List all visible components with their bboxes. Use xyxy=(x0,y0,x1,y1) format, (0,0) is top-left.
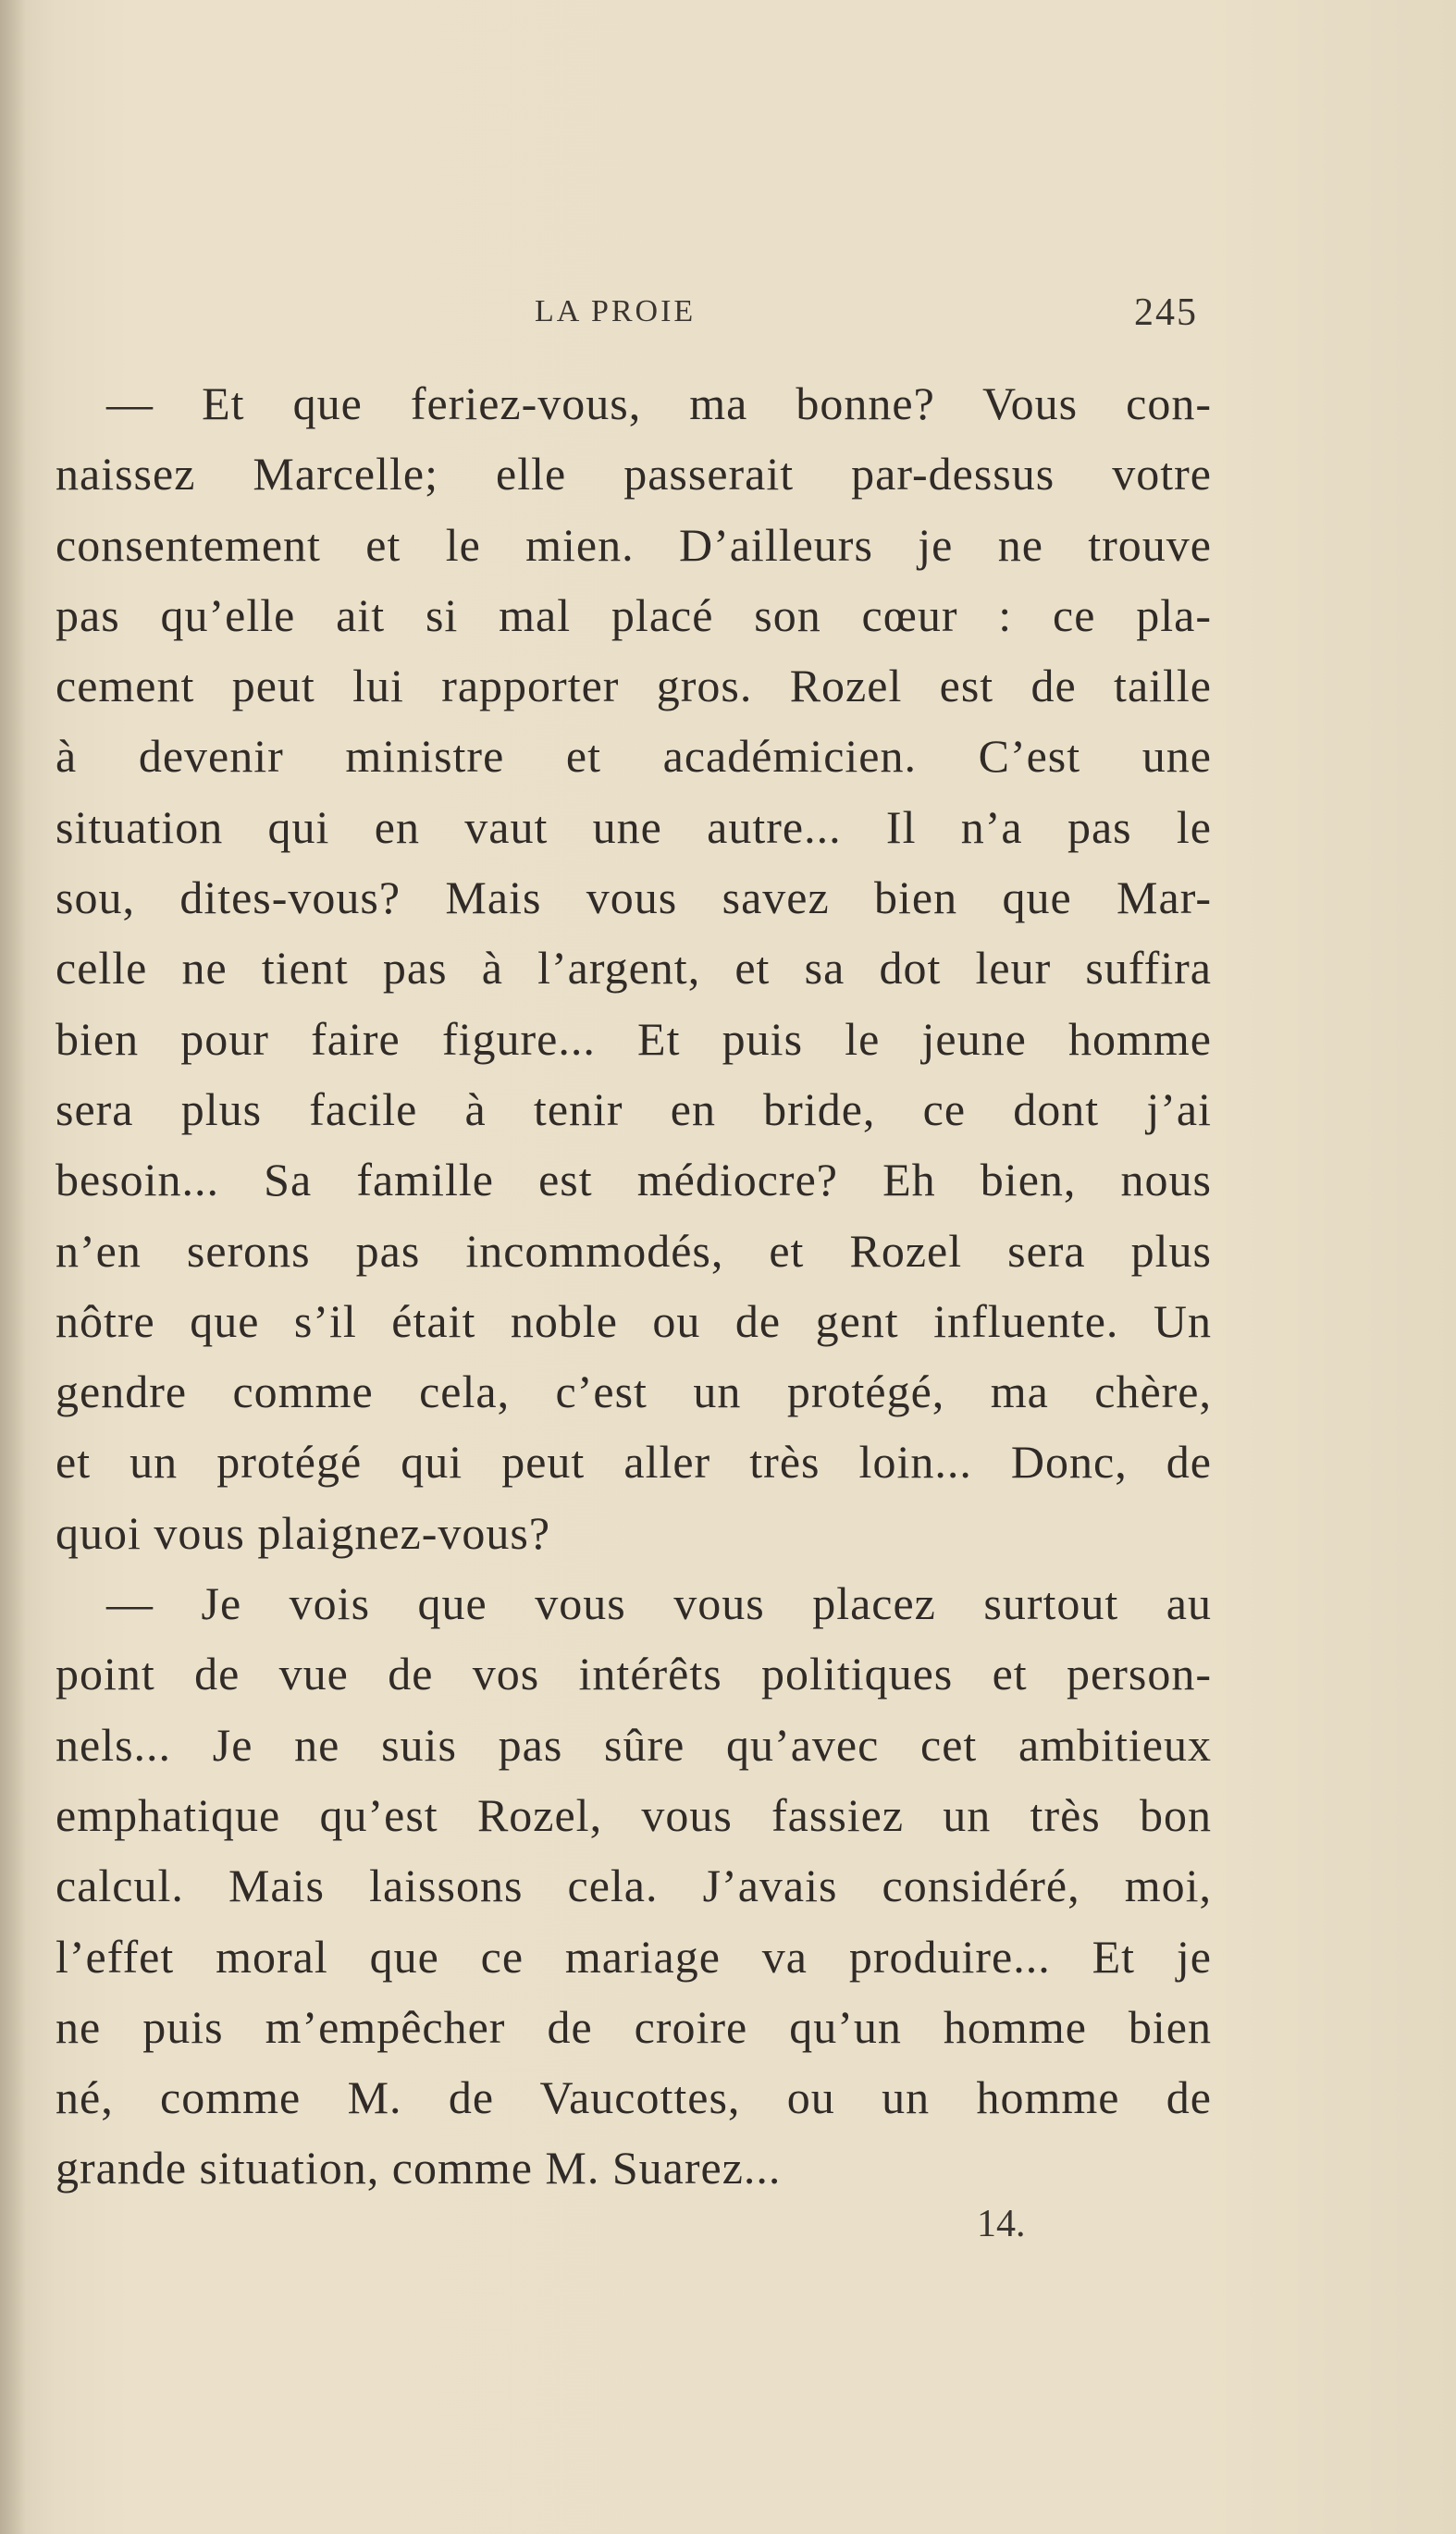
text-line: n’en serons pas incommodés, et Rozel sera plus xyxy=(56,1224,1212,1277)
text-line: l’effet moral que ce mariage va produire... Et je xyxy=(56,1930,1212,1983)
text-line: et un protégé qui peut aller très loin... Donc, de xyxy=(56,1436,1212,1489)
text-line: sera plus facile à tenir en bride, ce dont j’ai xyxy=(56,1082,1212,1135)
running-head xyxy=(0,291,1456,350)
text-line: ne puis m’empêcher de croire qu’un homme bien xyxy=(56,2000,1212,2053)
page-number: 245 xyxy=(1134,291,1198,334)
text-line: point de vue de vos intérêts politiques et person- xyxy=(56,1648,1212,1700)
text-line: gendre comme cela, c’est un protégé, ma chère, xyxy=(56,1366,1212,1418)
signature-mark: 14. xyxy=(977,2203,1026,2245)
text-line: grande situation, comme M. Suarez... xyxy=(56,2142,782,2194)
text-line: — Et que feriez-vous, ma bonne? Vous con- xyxy=(106,377,1212,429)
running-title: LA PROIE xyxy=(535,294,697,328)
text-line: besoin... Sa famille est médiocre? Eh bien, nous xyxy=(56,1154,1212,1206)
text-line: naissez Marcelle; elle passerait par-dessus votre xyxy=(56,448,1212,501)
text-line: sou, dites-vous? Mais vous savez bien que Mar- xyxy=(56,871,1212,924)
text-line: nôtre que s’il était noble ou de gent influente. Un xyxy=(56,1294,1212,1347)
text-line: emphatique qu’est Rozel, vous fassiez un très bon xyxy=(56,1788,1212,1841)
text-line: pas qu’elle ait si mal placé son cœur : ce pla- xyxy=(56,588,1212,641)
text-line: cement peut lui rapporter gros. Rozel est de taille xyxy=(56,660,1212,712)
text-line: situation qui en vaut une autre... Il n’a pas le xyxy=(56,800,1212,853)
text-line: à devenir ministre et académicien. C’est une xyxy=(56,730,1212,783)
text-line: — Je vois que vous vous placez surtout au xyxy=(106,1577,1212,1630)
text-line: né, comme M. de Vaucottes, ou un homme de xyxy=(56,2071,1212,2124)
text-line: quoi vous plaignez-vous? xyxy=(56,1506,551,1559)
spine-shadow xyxy=(0,0,26,2534)
text-line: consentement et le mien. D’ailleurs je ne trouve xyxy=(56,518,1212,571)
text-line: bien pour faire figure... Et puis le jeune homme xyxy=(56,1012,1212,1065)
text-line: nels... Je ne suis pas sûre qu’avec cet ambitieux xyxy=(56,1718,1212,1771)
text-line: celle ne tient pas à l’argent, et sa dot leur suffira xyxy=(56,942,1212,995)
body-text xyxy=(56,368,1212,2204)
text-line: calcul. Mais laissons cela. J’avais considéré, moi, xyxy=(56,1860,1212,1912)
